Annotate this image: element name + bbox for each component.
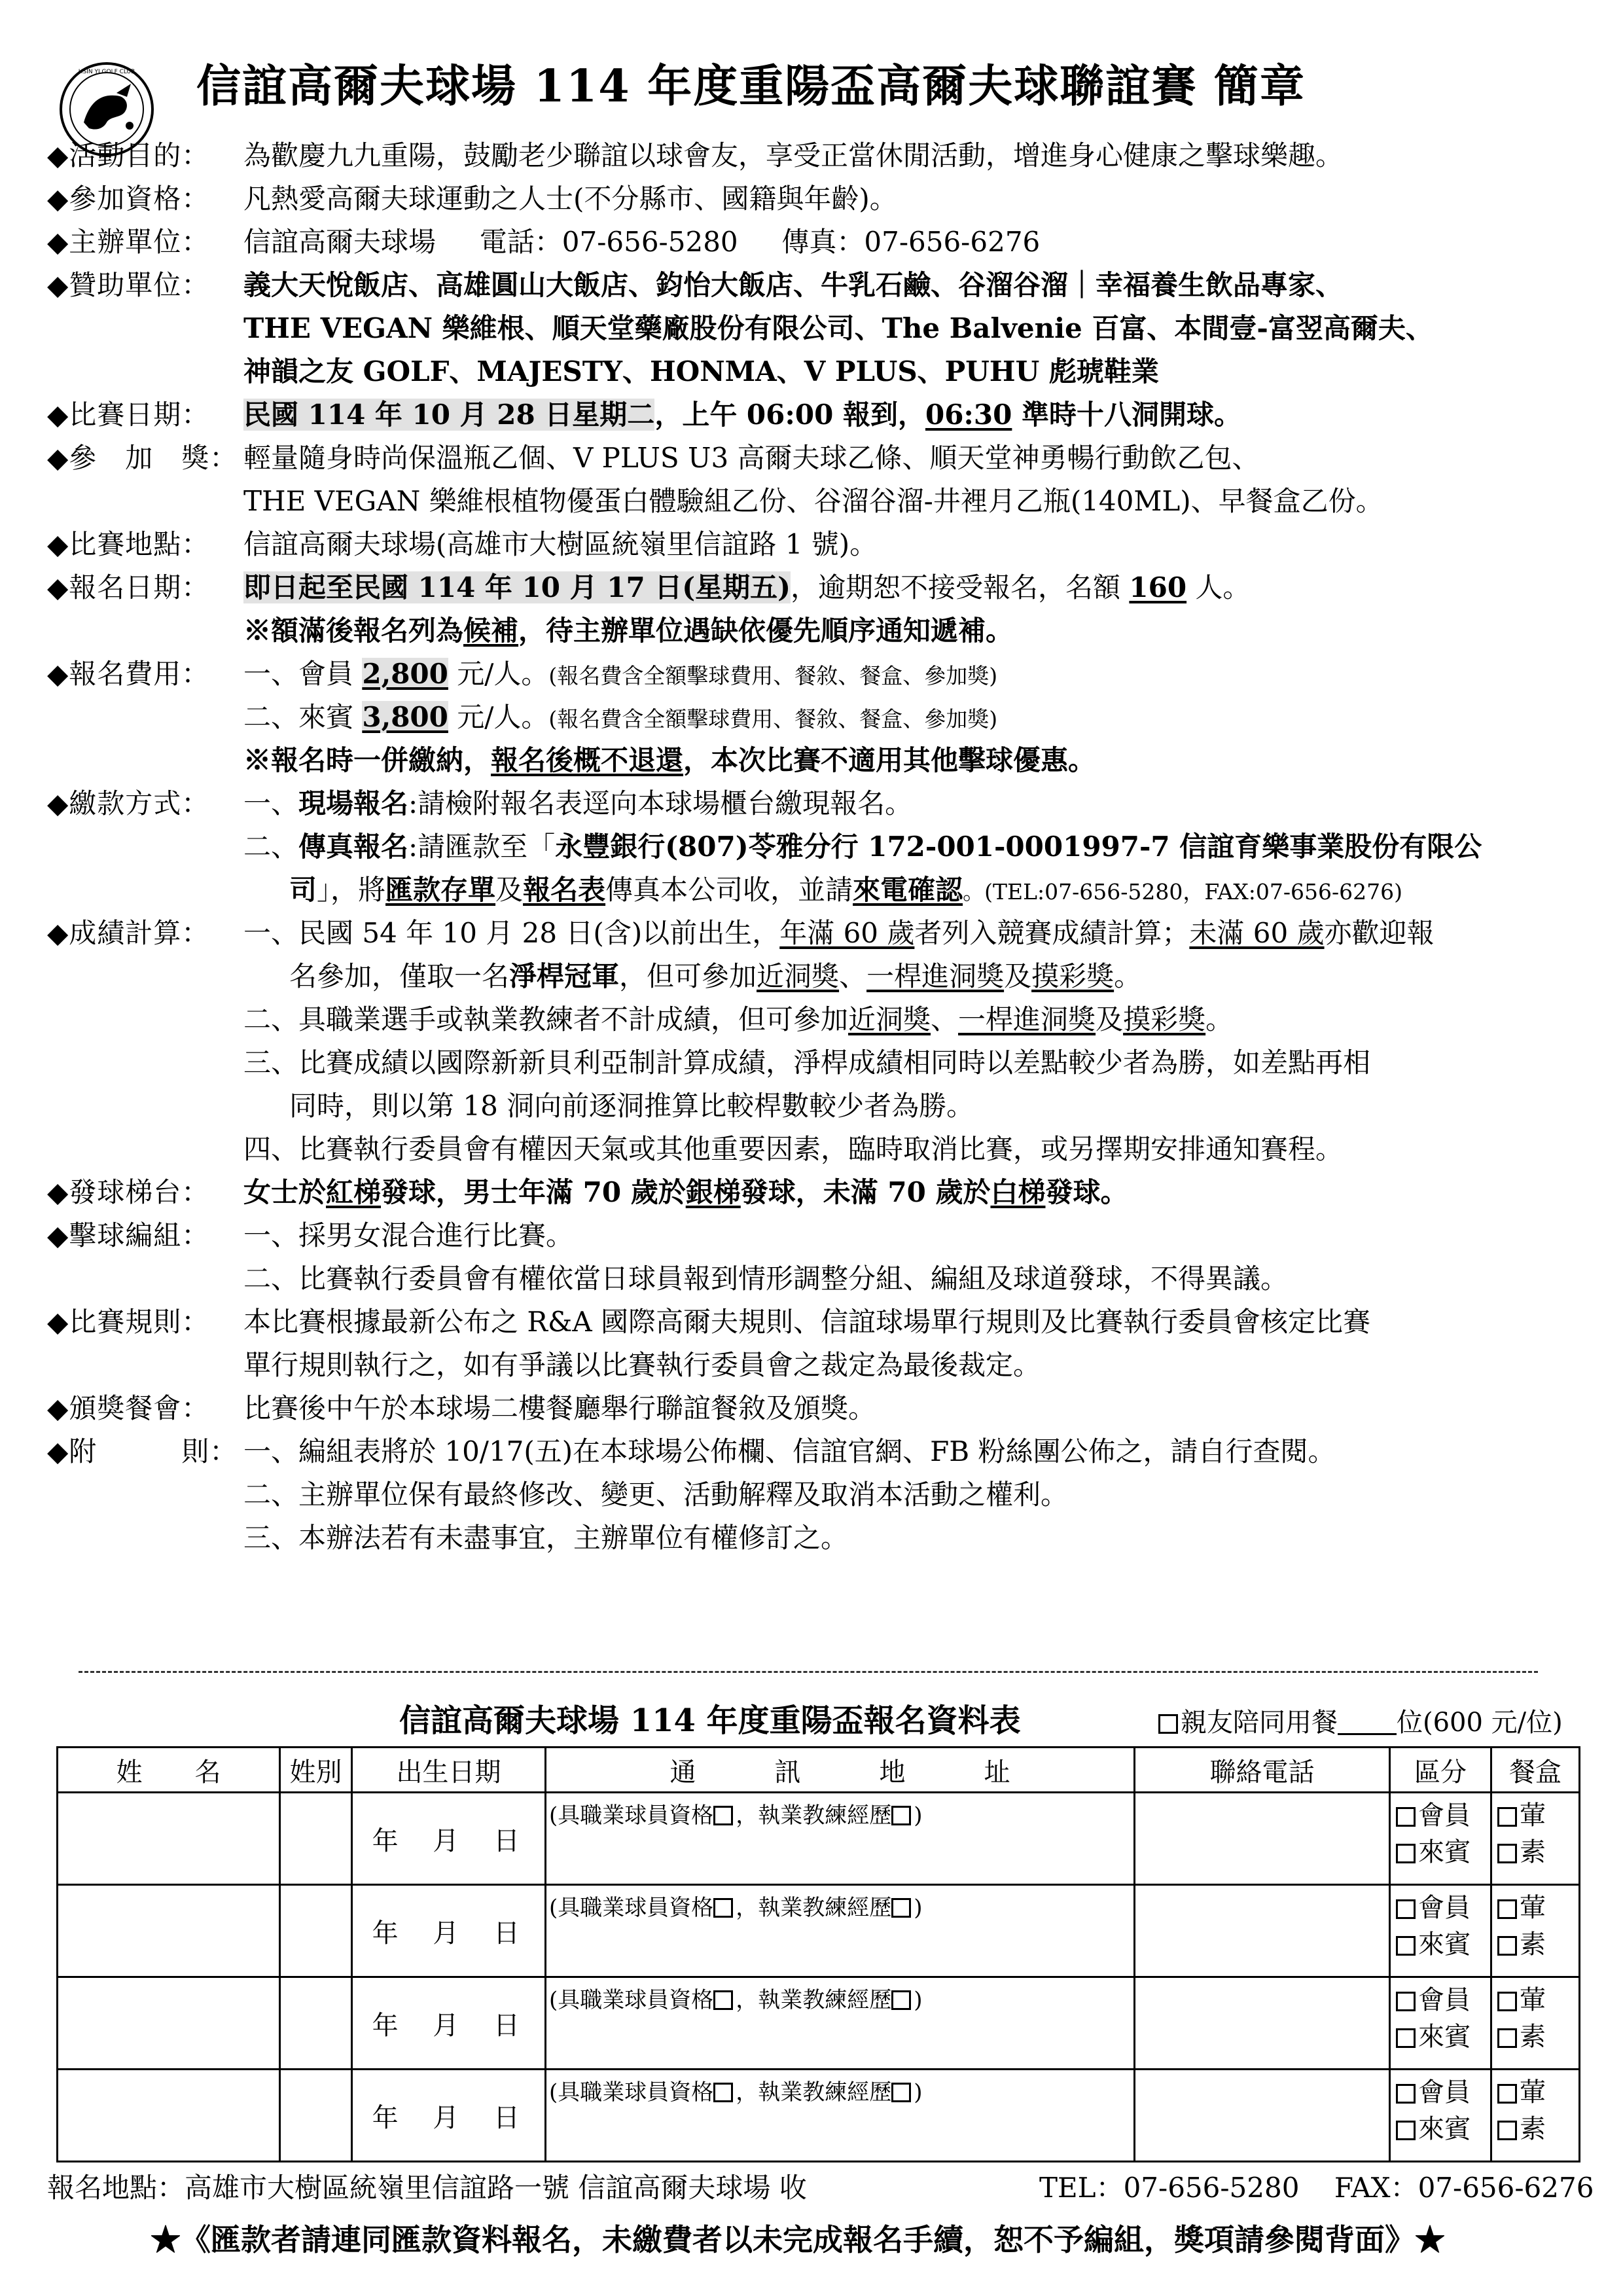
scoring-line-1b	[289, 955, 1141, 998]
score2-e: 及	[1096, 1003, 1124, 1035]
date-tee-text: 準時十八洞開球。	[1012, 399, 1241, 431]
tee-red: 紅梯	[326, 1176, 382, 1208]
fee-guest-label: 二、來賓	[243, 701, 363, 733]
coach-label: ，執業教練經歷	[736, 1987, 892, 2013]
name-field[interactable]	[58, 2070, 280, 2162]
coach-checkbox[interactable]	[891, 1990, 911, 2010]
row-appendix	[47, 1430, 1336, 1473]
note-close: )	[914, 2079, 923, 2106]
reg-waitlist-note	[243, 609, 1013, 653]
scoring-line-4: 四、比賽執行委員會有權因天氣或其他重要因素，臨時取消比賽，或另擇期安排通知賽程。	[243, 1133, 1344, 1165]
text-banquet: 比賽後中午於本球場二樓餐廳舉行聯誼餐敘及頒獎。	[243, 1392, 876, 1424]
row-reg-date	[47, 566, 1250, 609]
pay2-text: :請匯款至「	[408, 831, 556, 863]
footer-address: 報名地點：高雄市大樹區統嶺里信誼路一號 信誼高爾夫球場 收	[47, 2172, 807, 2204]
coach-label: ，執業教練經歷	[736, 1803, 892, 1829]
prize-line-1: 輕量隨身時尚保溫瓶乙個、V PLUS U3 高爾夫球乙條、順天堂神勇暢行動飲乙包、	[243, 442, 1260, 474]
row-banquet	[47, 1387, 876, 1430]
table-row	[58, 1885, 1580, 1977]
member-label: 會員	[1418, 2077, 1471, 2108]
waitlist-a: ※額滿後報名列為	[243, 615, 464, 647]
label-organizer: ◆主辦單位：	[47, 226, 210, 258]
score2-g: 。	[1205, 1003, 1234, 1035]
member-option[interactable]	[1391, 2070, 1490, 2111]
name-field[interactable]	[58, 1793, 280, 1885]
coach-label: ，執業教練經歷	[736, 2079, 892, 2106]
score1b-a: 名參加，僅取一名	[289, 960, 510, 992]
score1b-g: 及	[1004, 960, 1032, 992]
veg-label: 素	[1520, 1837, 1546, 1867]
birthdate-field[interactable]: 年 月 日	[352, 1977, 546, 2070]
prize-line-2: THE VEGAN 樂維根植物優蛋白體驗組乙份、谷溜谷溜-井裡月乙瓶(140ML)、早餐盒乙份。	[243, 485, 1383, 517]
footer-notice: ★《匯款者請連同匯款資料報名，未繳費者以未完成報名手續，恕不予編組，獎項請參閱背面》★	[151, 2222, 1445, 2257]
member-label: 會員	[1418, 1801, 1471, 1831]
pro-player-label: (具職業球員資格	[549, 1987, 714, 2013]
reg-note: ，逾期恕不接受報名，名額	[791, 571, 1130, 603]
score1b-e: 、	[839, 960, 867, 992]
label-reg-date: ◆報名日期：	[47, 571, 210, 603]
score1b-i: 。	[1114, 960, 1142, 992]
tee-a: 女士於	[243, 1176, 327, 1208]
note-close: )	[914, 1987, 923, 2013]
pro-player-checkbox[interactable]	[713, 2083, 733, 2102]
coach-checkbox[interactable]	[891, 1898, 911, 1918]
table-row	[58, 2070, 1580, 2162]
pro-player-checkbox[interactable]	[713, 1806, 733, 1825]
phone-field[interactable]	[1135, 1885, 1390, 1977]
meal-cell	[1491, 1793, 1580, 1885]
row-rules	[47, 1300, 1370, 1344]
table-row	[58, 1977, 1580, 2070]
label-tee: ◆發球梯台：	[47, 1176, 210, 1208]
header-gender: 姓別	[280, 1748, 352, 1793]
row-sponsor	[47, 264, 1343, 307]
name-field[interactable]	[58, 1977, 280, 2070]
form-title: 信誼高爾夫球場 114 年度重陽盃報名資料表	[399, 1702, 1021, 1739]
meat-checkbox[interactable]	[1497, 1992, 1517, 2011]
meat-option[interactable]	[1492, 1978, 1578, 2018]
header-meal: 餐盒	[1491, 1748, 1580, 1793]
text-eligibility: 凡熱愛高爾夫球運動之人士(不分縣市、國籍與年齡)。	[243, 183, 897, 215]
tee-white: 白梯	[990, 1176, 1046, 1208]
label-grouping: ◆擊球編組：	[47, 1219, 210, 1251]
member-checkbox[interactable]	[1396, 1807, 1416, 1827]
pay1-method: 現場報名	[298, 787, 409, 819]
tee-c: 發球，男士年滿 70 歲於	[381, 1176, 686, 1208]
label-sponsor: ◆贊助單位：	[47, 269, 210, 301]
fee-guest-row	[243, 696, 997, 741]
meat-checkbox[interactable]	[1497, 1807, 1517, 1827]
guest-label: 來賓	[1418, 1837, 1471, 1867]
veg-checkbox[interactable]	[1497, 2028, 1517, 2048]
guest-option[interactable]	[1391, 2111, 1490, 2147]
score2-d: 一桿進洞獎	[958, 1003, 1096, 1035]
guest-checkbox[interactable]	[1396, 1844, 1416, 1863]
veg-checkbox[interactable]	[1497, 1936, 1517, 1956]
address-note	[546, 1886, 1133, 1922]
guest-checkbox[interactable]	[1396, 1936, 1416, 1956]
member-label: 會員	[1418, 1893, 1471, 1923]
scoring-line-3b: 同時，則以第 18 洞向前逐洞推算比較桿數較少者為勝。	[289, 1090, 974, 1122]
date-checkin: ，上午 06:00 報到，	[654, 399, 925, 431]
refund-b: 報名後概不退還	[491, 744, 684, 776]
pay3-e: 報名表	[523, 874, 606, 906]
label-prize: ◆參 加 獎：	[47, 442, 238, 474]
text-purpose: 為歡慶九九重陽，鼓勵老少聯誼以球會友，享受正當休閒活動，增進身心健康之擊球樂趣。	[243, 139, 1344, 171]
gender-field[interactable]	[280, 1885, 352, 1977]
pro-player-checkbox[interactable]	[713, 1898, 733, 1918]
pro-player-checkbox[interactable]	[713, 1990, 733, 2010]
pay2-account: 永豐銀行(807)苓雅分行 172-001-0001997-7 信誼育樂事業股份有限公	[555, 831, 1482, 863]
address-field[interactable]	[546, 1885, 1135, 1977]
veg-option[interactable]	[1492, 1926, 1578, 1963]
veg-checkbox[interactable]	[1497, 1844, 1517, 1863]
logo-text: HSIN YI GOLF CLUB	[78, 69, 135, 75]
veg-label: 素	[1520, 2022, 1546, 2052]
companion-price: 位(600 元/位)	[1397, 1708, 1563, 1738]
label-date: ◆比賽日期：	[47, 399, 210, 431]
rules-line-2: 單行規則執行之，如有爭議以比賽執行委員會之裁定為最後裁定。	[243, 1349, 1041, 1381]
score1-b: 年滿 60 歲	[779, 917, 915, 949]
address-field[interactable]	[546, 1793, 1135, 1885]
veg-label: 素	[1520, 2114, 1546, 2144]
score1-d: 未滿 60 歲	[1189, 917, 1325, 949]
appendix-2: 二、主辦單位保有最終修改、變更、活動解釋及取消本活動之權利。	[243, 1479, 1069, 1511]
meat-option[interactable]	[1492, 2070, 1578, 2111]
companion-checkbox[interactable]	[1158, 1714, 1178, 1734]
companion-count-input[interactable]	[1338, 1711, 1397, 1735]
fee-member-label: 一、會員	[243, 658, 363, 690]
coach-checkbox[interactable]	[891, 2083, 911, 2102]
veg-option[interactable]	[1492, 2111, 1578, 2147]
birthdate-field[interactable]: 年 月 日	[352, 2070, 546, 2162]
member-label: 會員	[1418, 1985, 1471, 2015]
cut-line-divider	[79, 1671, 1538, 1673]
meal-cell	[1491, 1885, 1580, 1977]
guest-checkbox[interactable]	[1396, 2121, 1416, 2140]
table-header-row	[58, 1748, 1580, 1793]
meat-option[interactable]	[1492, 1793, 1578, 1834]
reg-quota: 160	[1129, 571, 1187, 603]
label-eligibility: ◆參加資格：	[47, 183, 210, 215]
pay1-num: 一、	[243, 787, 299, 819]
row-venue	[47, 523, 877, 566]
guest-label: 來賓	[1418, 2114, 1471, 2144]
row-scoring	[47, 912, 1435, 955]
header-category: 區分	[1390, 1748, 1491, 1793]
meal-cell	[1491, 2070, 1580, 2162]
row-eligibility	[47, 177, 897, 221]
gender-field[interactable]	[280, 2070, 352, 2162]
label-scoring: ◆成績計算：	[47, 917, 210, 949]
grouping-2: 二、比賽執行委員會有權依當日球員報到情形調整分組、編組及球道發球，不得異議。	[243, 1263, 1289, 1295]
fee-refund-note	[243, 739, 1096, 782]
guest-label: 來賓	[1418, 2022, 1471, 2052]
gender-field[interactable]	[280, 1977, 352, 2070]
text-venue: 信誼高爾夫球場(高雄市大樹區統嶺里信誼路 1 號)。	[243, 528, 878, 560]
sponsor-line-2: THE VEGAN 樂維根、順天堂藥廠股份有限公司、The Balvenie 百富、本間壹-富翌高爾夫、	[243, 312, 1433, 344]
gender-field[interactable]	[280, 1793, 352, 1885]
phone-field[interactable]	[1135, 2070, 1390, 2162]
guest-option[interactable]	[1391, 2018, 1490, 2055]
birthdate-field[interactable]: 年 月 日	[352, 1793, 546, 1885]
date-tee-time: 06:30	[925, 399, 1012, 431]
payment-line-2	[243, 825, 1482, 869]
birthdate-field[interactable]: 年 月 日	[352, 1885, 546, 1977]
guest-option[interactable]	[1391, 1834, 1490, 1871]
phone-field[interactable]	[1135, 1793, 1390, 1885]
tee-g: 發球。	[1045, 1176, 1128, 1208]
veg-option[interactable]	[1492, 2018, 1578, 2055]
guest-option[interactable]	[1391, 1926, 1490, 1963]
fee-member-note: (報名費含全額擊球費用、餐敘、餐盒、參加獎)	[548, 663, 998, 689]
meat-label: 葷	[1520, 1801, 1546, 1831]
phone-field[interactable]	[1135, 1977, 1390, 2070]
fee-guest-note: (報名費含全額擊球費用、餐敘、餐盒、參加獎)	[548, 706, 998, 732]
category-cell	[1390, 1885, 1491, 1977]
row-prize	[47, 437, 1260, 480]
note-close: )	[914, 1803, 923, 1829]
meat-checkbox[interactable]	[1497, 2084, 1517, 2104]
rules-line-1: 本比賽根據最新公布之 R&A 國際高爾夫規則、信誼球場單行規則及比賽執行委員會核定比賽	[243, 1306, 1371, 1338]
coach-label: ，執業教練經歷	[736, 1895, 892, 1921]
member-checkbox[interactable]	[1396, 1899, 1416, 1919]
meat-checkbox[interactable]	[1497, 1899, 1517, 1919]
grouping-1: 一、採男女混合進行比賽。	[243, 1219, 574, 1251]
label-purpose: ◆活動目的：	[47, 139, 210, 171]
row-fee	[47, 653, 997, 698]
table-row	[58, 1793, 1580, 1885]
score1b-f: 一桿進洞獎	[866, 960, 1005, 992]
score1b-c: ，但可參加	[619, 960, 757, 992]
header-birthdate: 出生日期	[352, 1748, 546, 1793]
member-checkbox[interactable]	[1396, 1992, 1416, 2011]
companion-meal-field	[1158, 1702, 1563, 1739]
pay2-method: 傳真報名	[298, 831, 409, 863]
pro-player-label: (具職業球員資格	[549, 1895, 714, 1921]
registration-table	[56, 1746, 1580, 2162]
tee-silver: 銀梯	[685, 1176, 741, 1208]
score2-c: 、	[931, 1003, 959, 1035]
address-note	[546, 2070, 1133, 2106]
date-main: 民國 114 年 10 月 28 日星期二	[243, 399, 655, 431]
companion-label: 親友陪同用餐	[1181, 1708, 1338, 1738]
waitlist-b: 候補	[463, 615, 519, 647]
label-banquet: ◆頒獎餐會：	[47, 1392, 210, 1424]
scoring-line-2	[243, 998, 1233, 1041]
member-option[interactable]	[1391, 1886, 1490, 1926]
appendix-3: 三、本辦法若有未盡事宜，主辦單位有權修訂之。	[243, 1522, 849, 1554]
address-field[interactable]	[546, 2070, 1135, 2162]
page-title: 信誼高爾夫球場 114 年度重陽盃高爾夫球聯誼賽 簡章	[196, 60, 1306, 113]
pay3-d: 及	[495, 874, 524, 906]
guest-label: 來賓	[1418, 1929, 1471, 1960]
fee-member-unit: 元/人。	[448, 658, 549, 690]
score2-f: 摸彩獎	[1123, 1003, 1206, 1035]
row-grouping	[47, 1214, 573, 1257]
score1b-h: 摸彩獎	[1031, 960, 1115, 992]
label-rules: ◆比賽規則：	[47, 1306, 210, 1338]
meat-option[interactable]	[1492, 1886, 1578, 1926]
pro-player-label: (具職業球員資格	[549, 2079, 714, 2106]
address-field[interactable]	[546, 1977, 1135, 2070]
scoring-line-3: 三、比賽成績以國際新新貝利亞制計算成績，淨桿成績相同時以差點較少者為勝，如差點再相	[243, 1047, 1371, 1079]
category-cell	[1390, 2070, 1491, 2162]
veg-checkbox[interactable]	[1497, 2121, 1517, 2140]
pay1-text: :請檢附報名表逕向本球場櫃台繳現報名。	[408, 787, 913, 819]
refund-a: ※報名時一併繳納，	[243, 744, 491, 776]
pay3-b: 」，將	[317, 874, 386, 906]
header-name: 姓 名	[58, 1748, 280, 1793]
meat-label: 葷	[1520, 1893, 1546, 1923]
appendix-1: 一、編組表將於 10/17(五)在本球場公佈欄、信誼官網、FB 粉絲團公佈之，請自行查閱。	[243, 1435, 1336, 1467]
veg-option[interactable]	[1492, 1834, 1578, 1871]
reg-unit: 人。	[1186, 571, 1251, 603]
address-note	[546, 1793, 1133, 1829]
row-tee	[47, 1171, 1128, 1214]
score2-b: 近洞獎	[848, 1003, 931, 1035]
meat-label: 葷	[1520, 1985, 1546, 2015]
pay3-f: 傳真本公司收，並請	[605, 874, 853, 906]
category-cell	[1390, 1977, 1491, 2070]
fee-member-amount: 2,800	[362, 658, 448, 690]
label-fee: ◆報名費用：	[47, 658, 210, 690]
row-date	[47, 393, 1241, 437]
note-close: )	[914, 1895, 923, 1921]
meat-label: 葷	[1520, 2077, 1546, 2108]
category-cell	[1390, 1793, 1491, 1885]
row-purpose	[47, 134, 1343, 177]
refund-c: ，本次比賽不適用其他擊球優惠。	[683, 744, 1096, 776]
score1-c: 者列入競賽成績計算；	[914, 917, 1190, 949]
name-field[interactable]	[58, 1885, 280, 1977]
label-payment: ◆繳款方式：	[47, 787, 210, 819]
sponsor-line-3: 神韻之友 GOLF、MAJESTY、HONMA、V PLUS、PUHU 彪琥鞋業	[243, 355, 1159, 387]
score1-e: 亦歡迎報	[1324, 917, 1435, 949]
sponsor-line-1: 義大天悅飯店、高雄圓山大飯店、鈞怡大飯店、牛乳石鹼、谷溜谷溜｜幸福養生飲品專家、	[243, 269, 1344, 301]
fee-guest-unit: 元/人。	[448, 701, 549, 733]
pro-player-label: (具職業球員資格	[549, 1803, 714, 1829]
text-organizer: 信誼高爾夫球場 電話：07-656-5280 傳真：07-656-6276	[243, 226, 1041, 258]
score1-a: 一、民國 54 年 10 月 28 日(含)以前出生，	[243, 917, 780, 949]
tee-e: 發球，未滿 70 歲於	[740, 1176, 991, 1208]
header-address: 通 訊 地 址	[546, 1748, 1135, 1793]
fee-guest-amount: 3,800	[362, 701, 448, 733]
member-option[interactable]	[1391, 1793, 1490, 1834]
coach-checkbox[interactable]	[891, 1806, 911, 1825]
waitlist-c: ，待主辦單位遇缺依優先順序通知遞補。	[518, 615, 1014, 647]
score1b-b: 淨桿冠軍	[509, 960, 620, 992]
reg-deadline: 即日起至民國 114 年 10 月 17 日(星期五)	[243, 571, 791, 603]
address-note	[546, 1978, 1133, 2014]
label-venue: ◆比賽地點：	[47, 528, 210, 560]
payment-line-3	[289, 869, 1402, 914]
pay3-h: 。(TEL:07-656-5280，FAX:07-656-6276)	[963, 879, 1402, 905]
member-checkbox[interactable]	[1396, 2084, 1416, 2104]
score1b-d: 近洞獎	[757, 960, 840, 992]
score2-a: 二、具職業選手或執業教練者不計成績，但可參加	[243, 1003, 849, 1035]
pay3-a: 司	[289, 874, 317, 906]
pay2-num: 二、	[243, 831, 299, 863]
pay3-g: 來電確認	[853, 874, 963, 906]
header-phone: 聯絡電話	[1135, 1748, 1390, 1793]
guest-checkbox[interactable]	[1396, 2028, 1416, 2048]
pay3-c: 匯款存單	[385, 874, 496, 906]
footer-contact: TEL：07-656-5280 FAX：07-656-6276	[1039, 2172, 1594, 2204]
veg-label: 素	[1520, 1929, 1546, 1960]
meal-cell	[1491, 1977, 1580, 2070]
row-organizer	[47, 221, 1040, 264]
label-appendix: ◆附 則：	[47, 1435, 238, 1467]
row-payment	[47, 782, 912, 825]
member-option[interactable]	[1391, 1978, 1490, 2018]
